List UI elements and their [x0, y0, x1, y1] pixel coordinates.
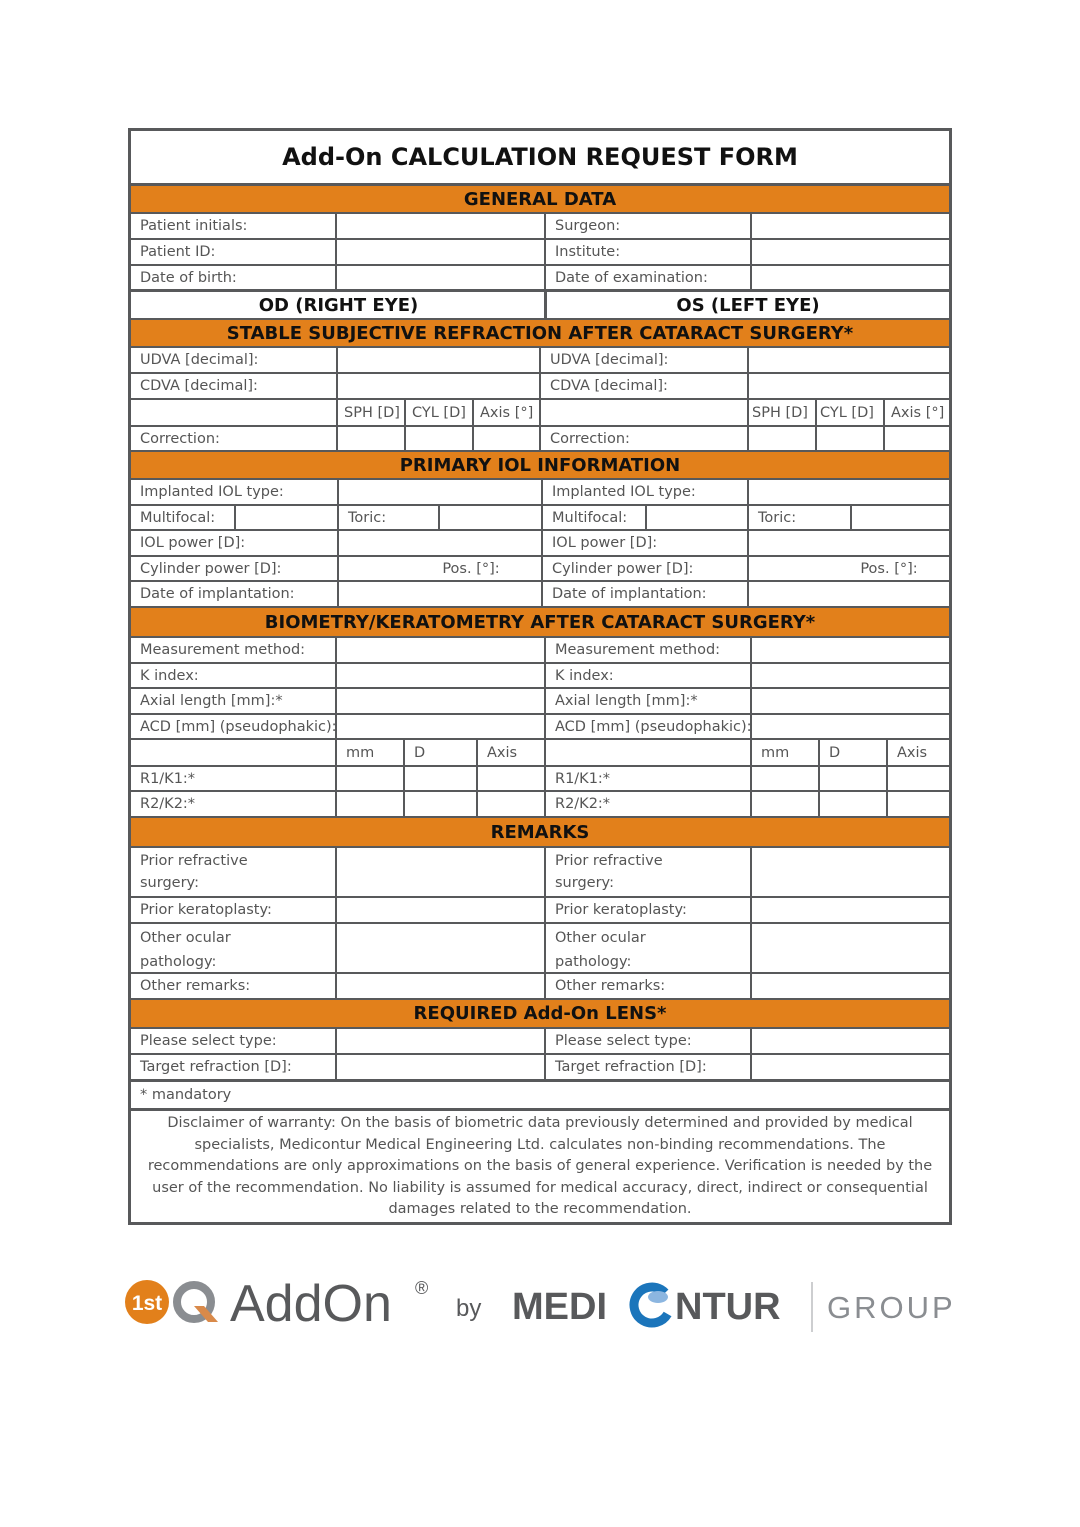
label-r2-os: R2/K2:*: [544, 792, 752, 816]
label-surgeon: Surgeon:: [544, 214, 751, 238]
medicontur-c-eye-icon: [627, 1280, 676, 1329]
row-r1-k1: [131, 767, 949, 792]
label-date-implantation-od: Date of implantation:: [140, 586, 295, 602]
brand-ntur: NTUR: [675, 1286, 781, 1328]
row-udva: [131, 348, 949, 374]
field-prior-keratoplasty-od[interactable]: [335, 898, 546, 922]
field-sph-od[interactable]: [336, 427, 406, 450]
section-required-lens: REQUIRED Add-On LENS*: [131, 1000, 949, 1029]
label-acd-od: ACD [mm] (pseudophakic):: [140, 718, 337, 735]
field-date-implantation-od[interactable]: [337, 582, 543, 606]
field-r2-d-od[interactable]: [403, 792, 478, 816]
field-r1-mm-od[interactable]: [335, 767, 405, 790]
field-other-ocular-os[interactable]: [750, 924, 949, 972]
row-k-index: [131, 664, 949, 689]
field-date-implantation-os[interactable]: [747, 582, 949, 606]
field-axial-os[interactable]: [750, 689, 949, 713]
label-multifocal-os: Multifocal:: [541, 506, 647, 529]
field-acd-od[interactable]: [335, 715, 546, 738]
label-iol-type-od: Implanted IOL type:: [140, 484, 284, 500]
label-other-remarks-os: Other remarks:: [544, 974, 752, 998]
row-keratometry-headers: [131, 740, 949, 767]
field-cdva-os[interactable]: [747, 374, 949, 398]
field-r2-axis-os[interactable]: [886, 792, 949, 816]
field-other-ocular-od[interactable]: [335, 924, 546, 972]
field-cyl-od[interactable]: [404, 427, 474, 450]
label-pos-od: Pos. [°]:: [337, 557, 543, 580]
label-select-type-os: Please select type:: [544, 1029, 752, 1053]
col-axis-k-od: Axis: [476, 740, 546, 765]
blank-k-od: [131, 740, 337, 765]
field-other-remarks-od[interactable]: [335, 974, 546, 998]
row-patient-id: [131, 240, 949, 266]
section-biometry: BIOMETRY/KERATOMETRY AFTER CATARACT SURGERY*: [131, 608, 949, 638]
field-target-refraction-od[interactable]: [335, 1055, 546, 1079]
label-udva-os: UDVA [decimal]:: [539, 348, 749, 372]
col-axis-os: Axis [°]: [883, 400, 949, 425]
label-patient-initials: Patient initials:: [140, 218, 248, 234]
badge-text: 1st: [131, 1292, 163, 1315]
row-multifocal-toric: [131, 506, 949, 531]
field-method-os[interactable]: [750, 638, 949, 662]
field-r1-d-os[interactable]: [818, 767, 888, 790]
col-mm-od: mm: [335, 740, 405, 765]
row-other-remarks: [131, 974, 949, 1000]
field-r1-mm-os[interactable]: [750, 767, 820, 790]
section-general-data: GENERAL DATA: [131, 186, 949, 214]
footer-logos: [118, 1262, 958, 1342]
label-axial-od: Axial length [mm]:*: [140, 693, 283, 709]
mandatory-note: * mandatory: [140, 1087, 232, 1103]
field-prior-refractive-od[interactable]: [335, 848, 546, 896]
label-r2-od: R2/K2:*: [140, 796, 196, 812]
field-udva-os[interactable]: [747, 348, 949, 372]
field-r2-axis-od[interactable]: [476, 792, 546, 816]
field-select-type-os[interactable]: [750, 1029, 949, 1053]
first-q-logo: [125, 1280, 218, 1324]
field-method-od[interactable]: [335, 638, 546, 662]
col-mm-os: mm: [750, 740, 820, 765]
field-prior-refractive-os[interactable]: [750, 848, 949, 896]
field-r2-mm-os[interactable]: [750, 792, 820, 816]
blank-k-os: [544, 740, 752, 765]
label-date-of-birth: Date of birth:: [140, 269, 237, 286]
label-other-remarks-od: Other remarks:: [140, 978, 251, 994]
label-target-refraction-os: Target refraction [D]:: [544, 1055, 752, 1079]
footer-logo-svg: [118, 1262, 958, 1342]
label-cylinder-power-od: Cylinder power [D]:: [140, 560, 282, 577]
row-date-of-birth: [131, 266, 949, 292]
row-patient-initials: [131, 214, 949, 240]
col-d-od: D: [403, 740, 478, 765]
row-acd: [131, 715, 949, 740]
disclaimer-text: Disclaimer of warranty: On the basis of biometric data previously determined and provided by medical specialists, Medicontur Medical Engineering Ltd. calculates non-binding recommendations. The recommendations are only approximations on the basis of general experience. Verification is needed by the user of the recommendation. No liability is assumed for medical accuracy, direct, indirect or consequential damages related to the recommendation.: [147, 1115, 933, 1217]
label-method-os: Measurement method:: [544, 638, 752, 662]
calculation-request-form: [128, 128, 952, 1225]
label-udva-od: UDVA [decimal]:: [140, 352, 259, 368]
label-correction-od: Correction:: [140, 430, 220, 447]
field-date-of-birth[interactable]: [335, 266, 546, 289]
field-kindex-os[interactable]: [750, 664, 949, 687]
label-cylinder-power-os: Cylinder power [D]:: [541, 557, 749, 580]
row-eye-headers: [131, 292, 949, 320]
field-other-remarks-os[interactable]: [750, 974, 949, 998]
row-cylinder-power: [131, 557, 949, 582]
label-prior-keratoplasty-os: Prior keratoplasty:: [544, 898, 752, 922]
row-cdva: [131, 374, 949, 400]
field-date-of-examination[interactable]: [750, 266, 949, 289]
section-primary-iol: PRIMARY IOL INFORMATION: [131, 452, 949, 480]
label-other-ocular-od: Other ocular pathology:: [140, 930, 231, 970]
field-toric-os[interactable]: [850, 506, 949, 529]
field-sph-os[interactable]: [747, 427, 817, 450]
label-r1-os: R1/K1:*: [544, 767, 752, 790]
label-kindex-os: K index:: [544, 664, 752, 687]
col-sph-os: SPH [D]: [747, 400, 817, 425]
field-cdva-od[interactable]: [336, 374, 541, 398]
field-acd-os[interactable]: [750, 715, 949, 738]
row-iol-type: [131, 480, 949, 506]
field-toric-od[interactable]: [438, 506, 543, 529]
row-select-type: [131, 1029, 949, 1055]
field-target-refraction-os[interactable]: [750, 1055, 949, 1079]
row-r2-k2: [131, 792, 949, 818]
field-iol-type-od[interactable]: [337, 480, 543, 504]
header-od-right-eye: OD (RIGHT EYE): [258, 294, 419, 316]
field-r1-axis-os[interactable]: [886, 767, 949, 790]
field-select-type-od[interactable]: [335, 1029, 546, 1053]
row-prior-keratoplasty: [131, 898, 949, 924]
field-axis-od[interactable]: [472, 427, 541, 450]
col-axis-od: Axis [°]: [472, 400, 541, 425]
field-iol-type-os[interactable]: [747, 480, 949, 504]
field-axis-os[interactable]: [883, 427, 949, 450]
label-date-implantation-os: Date of implantation:: [541, 582, 749, 606]
blank-os: [539, 400, 749, 425]
col-cyl-os: CYL [D]: [815, 400, 885, 425]
field-r2-mm-od[interactable]: [335, 792, 405, 816]
row-prior-refractive: [131, 848, 949, 898]
brand-medi: MEDI: [512, 1286, 607, 1328]
field-axial-od[interactable]: [335, 689, 546, 713]
label-select-type-od: Please select type:: [140, 1033, 277, 1049]
label-prior-refractive-od: Prior refractive surgery:: [140, 853, 248, 891]
registered-mark: ®: [415, 1278, 429, 1298]
section-remarks: REMARKS: [131, 818, 949, 848]
label-prior-keratoplasty-od: Prior keratoplasty:: [140, 902, 272, 918]
field-multifocal-os[interactable]: [645, 506, 749, 529]
label-iol-power-os: IOL power [D]:: [541, 531, 749, 555]
row-date-implantation: [131, 582, 949, 608]
label-pos-os: Pos. [°]:: [747, 557, 949, 580]
label-r1-od: R1/K1:*: [140, 770, 196, 787]
row-axial-length: [131, 689, 949, 715]
header-os-left-eye: OS (LEFT EYE): [544, 292, 949, 318]
col-sph-od: SPH [D]: [336, 400, 406, 425]
blank-od: [131, 400, 338, 425]
field-multifocal-od[interactable]: [234, 506, 339, 529]
label-toric-os: Toric:: [747, 506, 852, 529]
field-prior-keratoplasty-os[interactable]: [750, 898, 949, 922]
field-kindex-od[interactable]: [335, 664, 546, 687]
field-institute[interactable]: [750, 240, 949, 264]
label-iol-type-os: Implanted IOL type:: [541, 480, 749, 504]
field-r1-axis-od[interactable]: [476, 767, 546, 790]
label-patient-id: Patient ID:: [140, 244, 216, 260]
row-mandatory-note: [131, 1082, 949, 1111]
label-other-ocular-os: Other ocular pathology:: [544, 924, 752, 972]
row-correction: [131, 427, 949, 452]
label-institute: Institute:: [544, 240, 751, 264]
brand-group: GROUP: [827, 1290, 956, 1325]
label-axial-os: Axial length [mm]:*: [544, 689, 752, 713]
section-refraction: STABLE SUBJECTIVE REFRACTION AFTER CATARACT SURGERY*: [131, 320, 949, 348]
label-toric-od: Toric:: [337, 506, 440, 529]
label-prior-refractive-os: Prior refractive surgery:: [544, 848, 752, 896]
form-title: Add-On CALCULATION REQUEST FORM: [131, 131, 949, 186]
label-method-od: Measurement method:: [140, 642, 306, 658]
field-iol-power-od[interactable]: [337, 531, 543, 555]
row-other-ocular: [131, 924, 949, 974]
field-iol-power-os[interactable]: [747, 531, 949, 555]
col-d-os: D: [818, 740, 888, 765]
label-date-of-examination: Date of examination:: [544, 266, 751, 289]
row-iol-power: [131, 531, 949, 557]
field-surgeon[interactable]: [750, 214, 949, 238]
col-axis-k-os: Axis: [886, 740, 949, 765]
label-acd-os: ACD [mm] (pseudophakic):: [544, 715, 752, 738]
product-name: AddOn: [230, 1275, 392, 1333]
label-kindex-od: K index:: [140, 667, 199, 684]
by-text: by: [456, 1295, 482, 1322]
col-cyl-od: CYL [D]: [404, 400, 474, 425]
row-refraction-headers: [131, 400, 949, 427]
row-target-refraction: [131, 1055, 949, 1082]
label-correction-os: Correction:: [539, 427, 749, 450]
label-target-refraction-od: Target refraction [D]:: [140, 1059, 292, 1075]
field-udva-od[interactable]: [336, 348, 541, 372]
field-cyl-os[interactable]: [815, 427, 885, 450]
label-multifocal-od: Multifocal:: [140, 509, 216, 526]
field-r2-d-os[interactable]: [818, 792, 888, 816]
label-cdva-os: CDVA [decimal]:: [539, 374, 749, 398]
label-cdva-od: CDVA [decimal]:: [140, 378, 258, 394]
field-patient-id[interactable]: [335, 240, 546, 264]
field-patient-initials[interactable]: [335, 214, 546, 238]
field-r1-d-od[interactable]: [403, 767, 478, 790]
row-measurement-method: [131, 638, 949, 664]
label-iol-power-od: IOL power [D]:: [140, 535, 246, 551]
